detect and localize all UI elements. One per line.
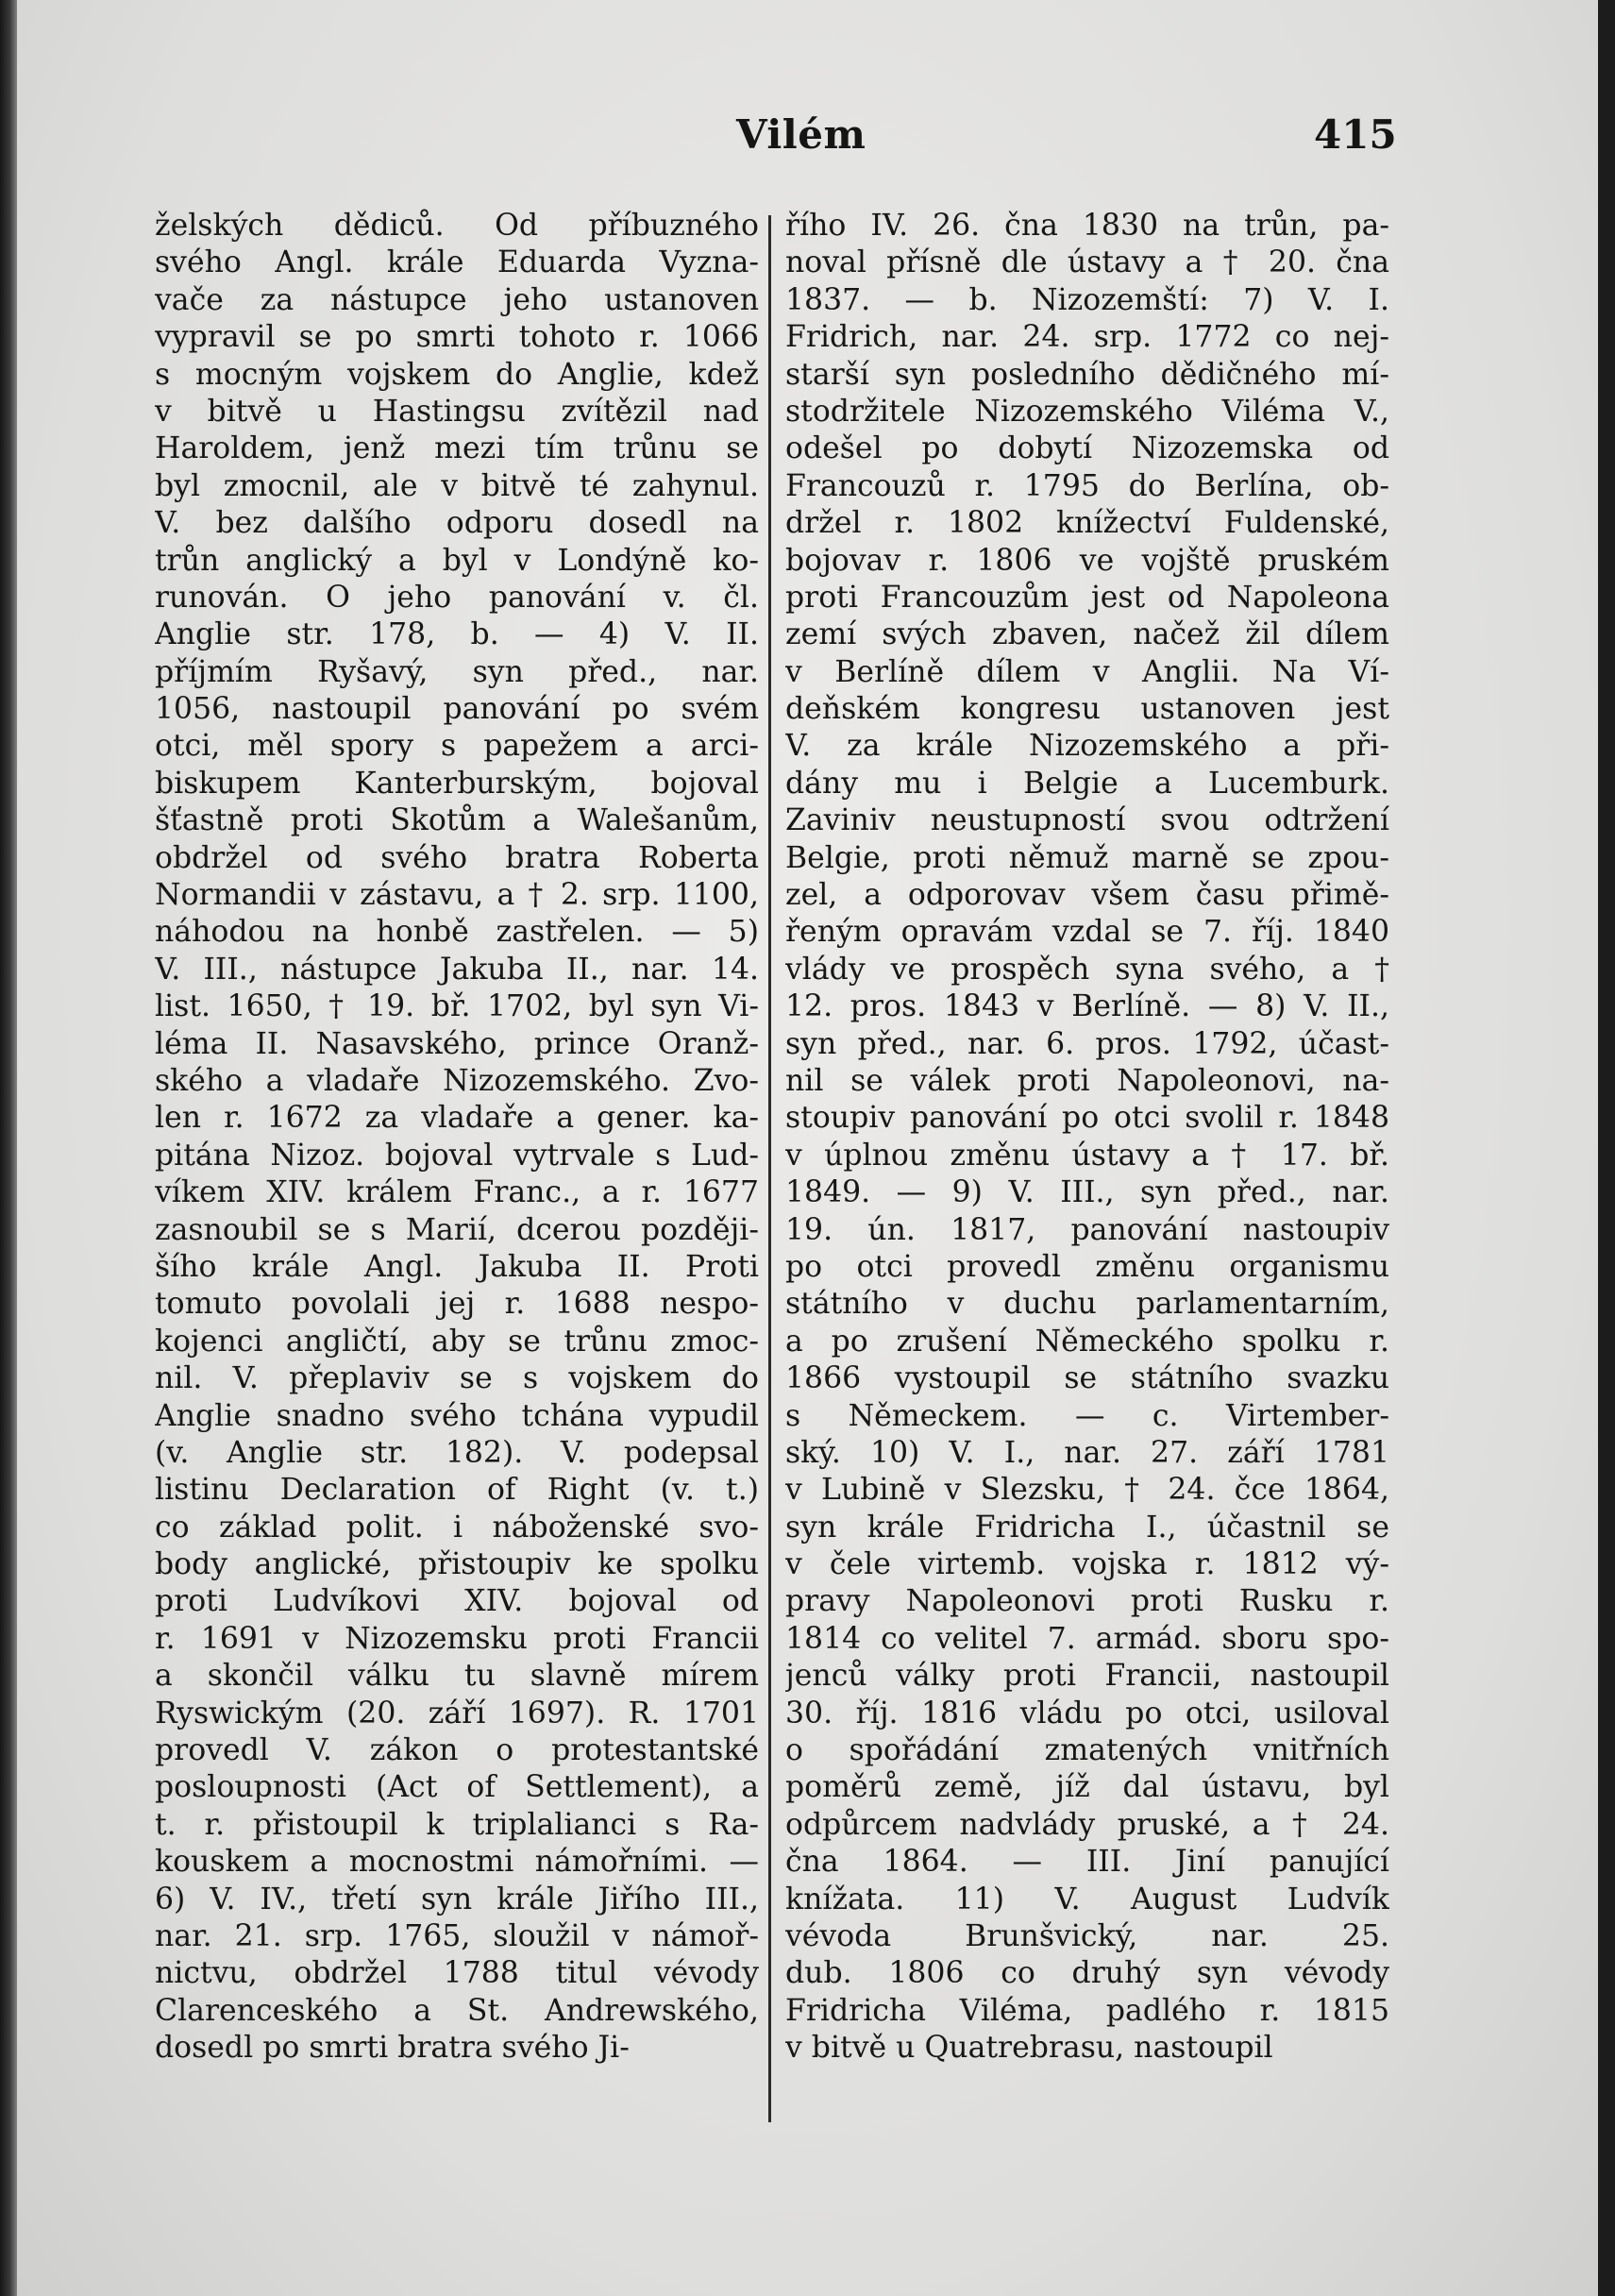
text-line: v bitvě u Hastingsu zvítězil nad	[155, 394, 759, 429]
text-line: v Berlíně dílem v Anglii. Na Ví-	[785, 654, 1389, 689]
text-line: jenců války proti Francii, nastoupil	[785, 1659, 1389, 1694]
page-title: Vilém	[736, 111, 866, 158]
text-line: příjmím Ryšavý, syn před., nar.	[155, 654, 759, 689]
text-line: 6) V. IV., třetí syn krále Jiřího III.,	[155, 1882, 759, 1916]
text-line: 1056, nastoupil panování po svém	[155, 692, 759, 727]
text-line: kojenci angličtí, aby se trůnu zmoc-	[155, 1324, 759, 1359]
text-line: syn před., nar. 6. pros. 1792, účast-	[785, 1026, 1389, 1061]
text-line: zemí svých zbaven, načež žil dílem	[785, 617, 1389, 652]
text-line: dány mu i Belgie a Lucemburk.	[785, 766, 1389, 801]
running-header	[17, 111, 1598, 168]
text-line: s mocným vojskem do Anglie, kdež	[155, 357, 759, 392]
text-line: nil. V. přeplaviv se s vojskem do	[155, 1361, 759, 1396]
text-line: V. za krále Nizozemského a při-	[785, 729, 1389, 764]
text-line: nil se válek proti Napoleonovi, na-	[785, 1063, 1389, 1098]
text-line: listinu Declaration of Right (v. t.)	[155, 1473, 759, 1508]
text-line: 1849. — 9) V. III., syn před., nar.	[785, 1175, 1389, 1210]
text-line: knížata. 11) V. August Ludvík	[785, 1882, 1389, 1916]
text-line: deňském kongresu ustanoven jest	[785, 692, 1389, 727]
text-line: řího IV. 26. čna 1830 na trůn, pa-	[785, 209, 1389, 243]
text-line: 30. říj. 1816 vládu po otci, usiloval	[785, 1696, 1389, 1730]
text-line: Clarenceského a St. Andrewského,	[155, 1993, 759, 2028]
text-line: nar. 21. srp. 1765, sloužil v námoř-	[155, 1918, 759, 1953]
text-line: 1866 vystoupil se státního svazku	[785, 1361, 1389, 1396]
text-line: r. 1691 v Nizozemsku proti Francii	[155, 1621, 759, 1656]
text-line: biskupem Kanterburským, bojoval	[155, 766, 759, 801]
text-line: proti Francouzům jest od Napoleona	[785, 580, 1389, 615]
text-line: Belgie, proti němuž marně se zpou-	[785, 840, 1389, 875]
text-line: odešel po dobytí Nizozemska od	[785, 431, 1389, 466]
text-line: dub. 1806 co druhý syn vévody	[785, 1956, 1389, 1991]
text-line: stodržitele Nizozemského Viléma V.,	[785, 394, 1389, 429]
text-line: v bitvě u Quatrebrasu, nastoupil	[785, 2031, 1273, 2066]
text-line: víkem XIV. králem Franc., a r. 1677	[155, 1175, 759, 1210]
text-line: a skončil válku tu slavně mírem	[155, 1659, 759, 1694]
text-column-right	[785, 208, 1389, 2068]
text-line: ský. 10) V. I., nar. 27. září 1781	[785, 1435, 1389, 1470]
text-line: bojovav r. 1806 ve vojště pruském	[785, 543, 1389, 578]
text-line: pitána Nizoz. bojoval vytrvale s Lud-	[155, 1138, 759, 1173]
text-line: vlády ve prospěch syna svého, a †	[785, 952, 1389, 987]
text-line: posloupnosti (Act of Settlement), a	[155, 1770, 759, 1805]
text-line: 12. pros. 1843 v Berlíně. — 8) V. II.,	[785, 989, 1389, 1024]
text-line: nictvu, obdržel 1788 titul vévody	[155, 1956, 759, 1991]
text-line: len r. 1672 za vladaře a gener. ka-	[155, 1101, 759, 1136]
text-line: v úplnou změnu ústavy a † 17. bř.	[785, 1138, 1389, 1173]
text-line: proti Ludvíkovi XIV. bojoval od	[155, 1584, 759, 1619]
text-line: runován. O jeho panování v. čl.	[155, 580, 759, 615]
text-line: s Německem. — c. Virtember-	[785, 1398, 1389, 1433]
text-line: byl zmocnil, ale v bitvě té zahynul.	[155, 468, 759, 503]
text-line: Ryswickým (20. září 1697). R. 1701	[155, 1696, 759, 1730]
text-line: list. 1650, † 19. bř. 1702, byl syn Vi-	[155, 989, 759, 1024]
text-line: želských dědiců. Od příbuzného	[155, 209, 759, 243]
text-line: Fridrich, nar. 24. srp. 1772 co nej-	[785, 320, 1389, 355]
text-line: svého Angl. krále Eduarda Vyzna-	[155, 245, 759, 280]
text-line: 19. ún. 1817, panování nastoupiv	[785, 1212, 1389, 1247]
text-line: stoupiv panování po otci svolil r. 1848	[785, 1101, 1389, 1136]
text-line: šího krále Angl. Jakuba II. Proti	[155, 1249, 759, 1284]
text-line: řeným opravám vzdal se 7. říj. 1840	[785, 915, 1389, 950]
text-line: trůn anglický a byl v Londýně ko-	[155, 543, 759, 578]
text-line: body anglické, přistoupiv ke spolku	[155, 1547, 759, 1582]
text-line: zel, a odporovav všem času přimě-	[785, 878, 1389, 913]
text-line: 1837. — b. Nizozemští: 7) V. I.	[785, 282, 1389, 317]
text-line: syn krále Fridricha I., účastnil se	[785, 1510, 1389, 1545]
text-line: (v. Anglie str. 182). V. podepsal	[155, 1435, 759, 1470]
text-line: vévoda Brunšvický, nar. 25.	[785, 1918, 1389, 1953]
text-line: V. bez dalšího odporu dosedl na	[155, 506, 759, 541]
text-line: Haroldem, jenž mezi tím trůnu se	[155, 431, 759, 466]
text-line: obdržel od svého bratra Roberta	[155, 840, 759, 875]
text-line: Zaviniv neustupností svou odtržení	[785, 803, 1389, 838]
text-line: noval přísně dle ústavy a † 20. čna	[785, 245, 1389, 280]
text-line: ského a vladaře Nizozemského. Zvo-	[155, 1063, 759, 1098]
text-line: starší syn posledního dědičného mí-	[785, 357, 1389, 392]
text-line: dosedl po smrti bratra svého Ji-	[155, 2031, 630, 2066]
text-line: o spořádání zmatených vnitřních	[785, 1733, 1389, 1768]
page-number: 415	[1314, 111, 1397, 158]
text-line: vače za nástupce jeho ustanoven	[155, 282, 759, 317]
text-line: co základ polit. i náboženské svo-	[155, 1510, 759, 1545]
text-line: v Lubině v Slezsku, † 24. čce 1864,	[785, 1473, 1389, 1508]
text-line: t. r. přistoupil k triplalianci s Ra-	[155, 1807, 759, 1842]
text-line: 1814 co velitel 7. armád. sboru spo-	[785, 1621, 1389, 1656]
text-line: Francouzů r. 1795 do Berlína, ob-	[785, 468, 1389, 503]
text-line: držel r. 1802 knížectví Fuldenské,	[785, 506, 1389, 541]
text-line: Anglie str. 178, b. — 4) V. II.	[155, 617, 759, 652]
text-line: po otci provedl změnu organismu	[785, 1249, 1389, 1284]
text-line: v čele virtemb. vojska r. 1812 vý-	[785, 1547, 1389, 1582]
text-line: šťastně proti Skotům a Walešanům,	[155, 803, 759, 838]
text-line: léma II. Nasavského, prince Oranž-	[155, 1026, 759, 1061]
text-line: otci, měl spory s papežem a arci-	[155, 729, 759, 764]
text-line: Anglie snadno svého tchána vypudil	[155, 1398, 759, 1433]
text-line: zasnoubil se s Marií, dcerou později-	[155, 1212, 759, 1247]
text-line: V. III., nástupce Jakuba II., nar. 14.	[155, 952, 759, 987]
book-page	[17, 0, 1598, 2296]
text-line: vypravil se po smrti tohoto r. 1066	[155, 320, 759, 355]
text-line: kouskem a mocnostmi námořními. —	[155, 1845, 759, 1880]
text-line: odpůrcem nadvlády pruské, a † 24.	[785, 1807, 1389, 1842]
text-line: provedl V. zákon o protestantské	[155, 1733, 759, 1768]
text-line: Normandii v zástavu, a † 2. srp. 1100,	[155, 878, 759, 913]
text-line: náhodou na honbě zastřelen. — 5)	[155, 915, 759, 950]
text-line: čna 1864. — III. Jiní panující	[785, 1845, 1389, 1880]
text-line: státního v duchu parlamentarním,	[785, 1287, 1389, 1322]
text-line: poměrů země, jíž dal ústavu, byl	[785, 1770, 1389, 1805]
text-column-left	[155, 208, 759, 2068]
column-divider	[768, 215, 771, 2122]
text-line: tomuto povolali jej r. 1688 nespo-	[155, 1287, 759, 1322]
text-line: Fridricha Viléma, padlého r. 1815	[785, 1993, 1389, 2028]
text-line: a po zrušení Německého spolku r.	[785, 1324, 1389, 1359]
text-line: pravy Napoleonovi proti Rusku r.	[785, 1584, 1389, 1619]
